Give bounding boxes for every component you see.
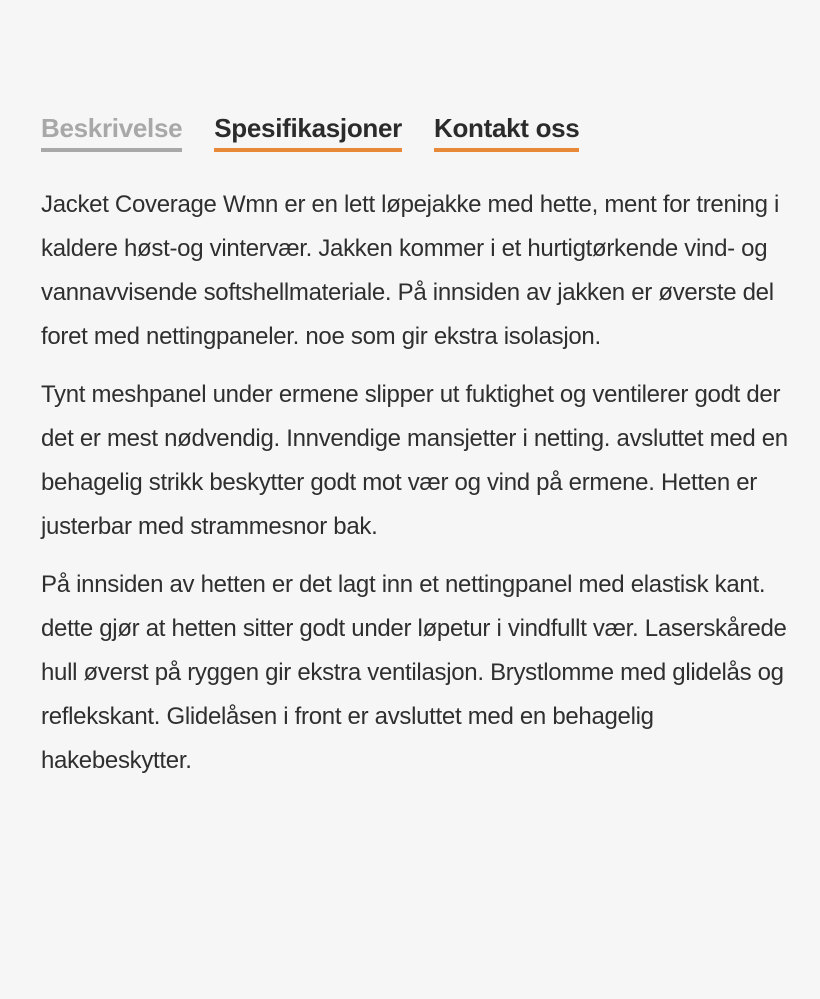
tab-spesifikasjoner[interactable]: Spesifikasjoner (214, 112, 402, 152)
tab-beskrivelse[interactable]: Beskrivelse (41, 112, 182, 152)
description-paragraph: På innsiden av hetten er det lagt inn et nettingpanel med elastisk kant. dette gjør at hetten sitter godt under løpetur i vindfullt vær. Laserskårede hull øverst på ryggen gir ekstra ventilasjon. Brystlomme med glidelås og reflekskant. Glidelåsen i front er avsluttet med en behagelig hakebeskytter. (41, 571, 787, 774)
description-paragraph: Tynt meshpanel under ermene slipper ut fuktighet og ventilerer godt der det er mest nødvendig. Innvendige mansjetter i netting. avsluttet med en behagelig strikk beskytter godt mot vær og vind på ermene. Hetten er justerbar med strammesnor bak. (41, 381, 788, 540)
product-tabs (41, 112, 579, 152)
description-panel (41, 183, 791, 797)
description-paragraph: Jacket Coverage Wmn er en lett løpejakke med hette, ment for trening i kaldere høst-og vintervær. Jakken kommer i et hurtigtørkende vind- og vannavvisende softshellmateriale. På innsiden av jakken er øverste del foret med nettingpaneler. noe som gir ekstra isolasjon. (41, 191, 780, 350)
tab-kontakt-oss[interactable]: Kontakt oss (434, 112, 580, 152)
